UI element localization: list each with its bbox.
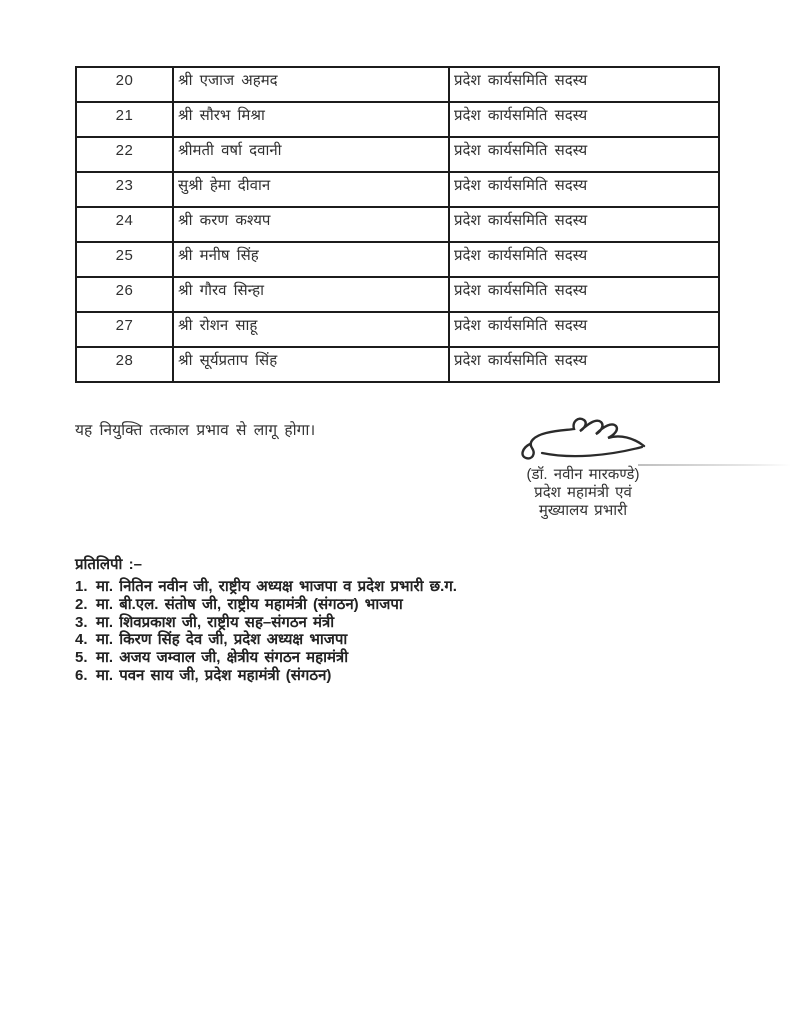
copies-item-text: मा. किरण सिंह देव जी, प्रदेश अध्यक्ष भाजपा — [96, 631, 348, 649]
designation-cell: प्रदेश कार्यसमिति सदस्य — [449, 102, 719, 137]
name-cell: श्री एजाज अहमद — [173, 67, 449, 102]
signatory-role-1: प्रदेश महामंत्री एवं — [534, 484, 632, 501]
signatory-block — [498, 466, 668, 520]
table-row — [76, 102, 719, 137]
copies-section — [75, 555, 555, 685]
copies-heading: प्रतिलिपी :– — [75, 556, 142, 573]
copies-item-text: मा. पवन साय जी, प्रदेश महामंत्री (संगठन) — [96, 666, 332, 684]
copies-item-text: मा. अजय जम्वाल जी, क्षेत्रीय संगठन महामंत्री — [96, 649, 349, 667]
copies-item-text: मा. शिवप्रकाश जी, राष्ट्रीय सह–संगठन मंत्री — [96, 613, 335, 631]
copies-item-text: मा. नितिन नवीन जी, राष्ट्रीय अध्यक्ष भाजपा व प्रदेश प्रभारी छ.ग. — [96, 578, 457, 595]
designation-cell: प्रदेश कार्यसमिति सदस्य — [449, 347, 719, 382]
name-cell: श्री करण कश्यप — [173, 207, 449, 242]
signatory-name: (डॉ. नवीन मारकण्डे) — [526, 466, 640, 483]
name-cell: श्री सौरभ मिश्रा — [173, 102, 449, 137]
serial-cell: 21 — [76, 102, 173, 137]
copies-item-number: 1. — [75, 578, 88, 595]
copies-item-number: 2. — [75, 595, 88, 613]
serial-cell: 20 — [76, 67, 173, 102]
copies-item — [75, 614, 555, 632]
serial-cell: 23 — [76, 172, 173, 207]
copies-item-text: मा. बी.एल. संतोष जी, राष्ट्रीय महामंत्री (संगठन) भाजपा — [96, 595, 403, 613]
name-cell: श्री रोशन साहू — [173, 312, 449, 347]
copies-item — [75, 631, 555, 649]
copies-item-number: 5. — [75, 649, 88, 667]
copies-item — [75, 649, 555, 667]
effective-note: यह नियुक्ति तत्काल प्रभाव से लागू होगा। — [75, 422, 316, 439]
copies-item — [75, 578, 555, 596]
copies-item-number: 6. — [75, 666, 88, 684]
table-row — [76, 312, 719, 347]
serial-cell: 27 — [76, 312, 173, 347]
appointments-table — [75, 66, 720, 383]
table-row — [76, 137, 719, 172]
table-row — [76, 172, 719, 207]
signatory-role-2: मुख्यालय प्रभारी — [538, 502, 628, 519]
designation-cell: प्रदेश कार्यसमिति सदस्य — [449, 172, 719, 207]
serial-cell: 24 — [76, 207, 173, 242]
name-cell: श्री गौरव सिन्हा — [173, 277, 449, 312]
designation-cell: प्रदेश कार्यसमिति सदस्य — [449, 137, 719, 172]
table-row — [76, 207, 719, 242]
signature-icon — [516, 408, 656, 464]
designation-cell: प्रदेश कार्यसमिति सदस्य — [449, 312, 719, 347]
designation-cell: प्रदेश कार्यसमिति सदस्य — [449, 207, 719, 242]
serial-cell: 25 — [76, 242, 173, 277]
serial-cell: 28 — [76, 347, 173, 382]
table-row — [76, 277, 719, 312]
designation-cell: प्रदेश कार्यसमिति सदस्य — [449, 67, 719, 102]
designation-cell: प्रदेश कार्यसमिति सदस्य — [449, 242, 719, 277]
table-row — [76, 347, 719, 382]
name-cell: श्री मनीष सिंह — [173, 242, 449, 277]
copies-item — [75, 596, 555, 614]
table-row — [76, 67, 719, 102]
name-cell: श्रीमती वर्षा दवानी — [173, 137, 449, 172]
designation-cell: प्रदेश कार्यसमिति सदस्य — [449, 277, 719, 312]
copies-item-number: 4. — [75, 631, 88, 649]
name-cell: सुश्री हेमा दीवान — [173, 172, 449, 207]
copies-item-number: 3. — [75, 613, 88, 631]
serial-cell: 26 — [76, 277, 173, 312]
name-cell: श्री सूर्यप्रताप सिंह — [173, 347, 449, 382]
copies-item — [75, 667, 555, 685]
table-row — [76, 242, 719, 277]
serial-cell: 22 — [76, 137, 173, 172]
